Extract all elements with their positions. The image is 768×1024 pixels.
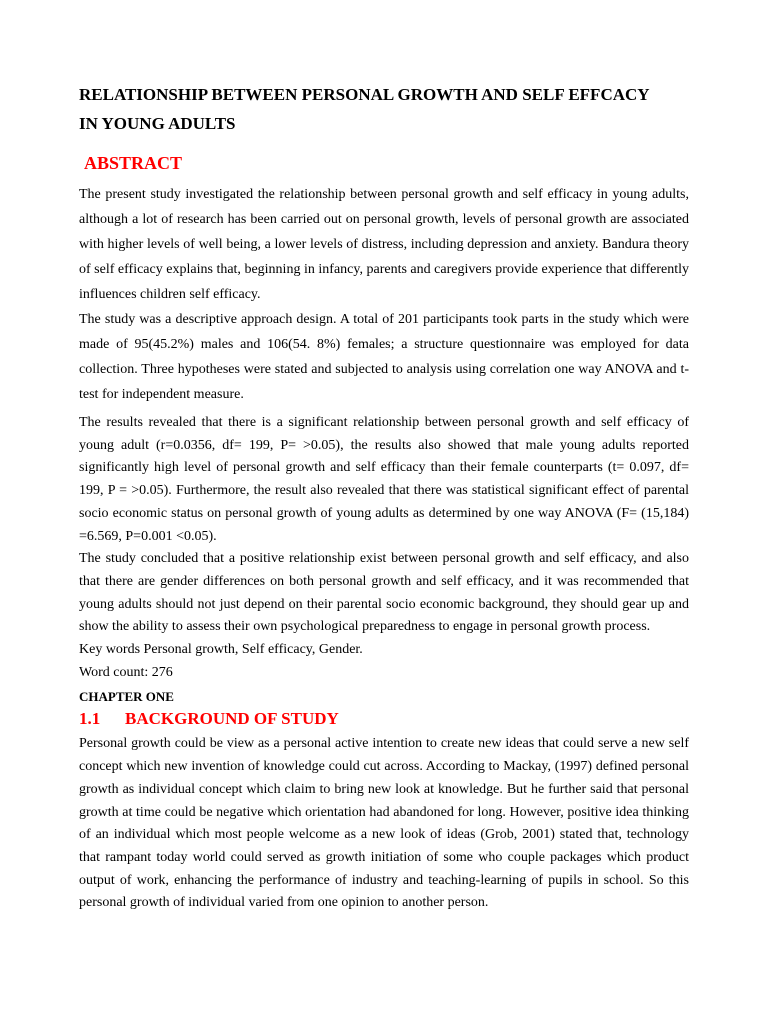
abstract-heading: ABSTRACT: [84, 153, 183, 173]
keywords-line: Key words Personal growth, Self efficacy, Gender.: [79, 642, 363, 658]
abstract-paragraph-3: The results revealed that there is a significant relationship between personal growth and self efficacy of young adult (r=0.0356, df= 199, P= >0.05), the results also showed that male young adults reported significantly high level of personal growth and self efficacy than their female counterparts (t= 0.097, df= 199, P = >0.05). Furthermore, the result also revealed that there was statistical significant effect of parental socio economic status on personal growth of young adults as determined by one way ANOVA (F= (15,184) =6.569, P=0.001 <0.05).: [79, 415, 689, 544]
abstract-paragraph-4: The study concluded that a positive relationship exist between personal growth and self efficacy, and also that there are gender differences on both personal growth and self efficacy, and it was recommended that young adults should not just depend on their parental socio economic background, they should gear up and show the ability to assess their own psychological preparedness to engage in personal growth process.: [79, 551, 689, 635]
section-title: BACKGROUND OF STUDY: [125, 709, 339, 729]
chapter-label: CHAPTER ONE: [79, 689, 174, 705]
document-title-line-1: RELATIONSHIP BETWEEN PERSONAL GROWTH AND SELF EFFCACY: [79, 85, 650, 104]
section-heading: [79, 708, 689, 730]
document-content: [79, 80, 689, 915]
abstract-paragraph-1: The present study investigated the relationship between personal growth and self efficacy in young adults, although a lot of research has been carried out on personal growth, levels of personal growth are associated with higher levels of well being, a lower levels of distress, including depression and anxiety. Bandura theory of self efficacy explains that, beginning in infancy, parents and caregivers provide experience that differently influences children self efficacy.: [79, 187, 689, 302]
document-title-line-2: IN YOUNG ADULTS: [79, 114, 236, 133]
word-count-line: Word count: 276: [79, 664, 173, 680]
background-paragraph: Personal growth could be view as a personal active intention to create new ideas that could serve a new self concept which new invention of knowledge could cut across. According to Mackay, (1997) defined personal growth as individual concept which claim to bring new look at knowledge. But he further said that personal growth at time could be negative which orientation had abandoned for long. However, positive idea thinking of an individual which most people welcome as a new look of ideas (Grob, 2001) stated that, technology that rampant today world could served as growth initiation of some who couple packages which product output of work, enhancing the performance of industry and teaching-learning of pupils in school. So this personal growth of individual varied from one opinion to another person.: [79, 736, 689, 911]
section-number: 1.1: [79, 709, 101, 729]
abstract-paragraph-2: The study was a descriptive approach design. A total of 201 participants took parts in the study which were made of 95(45.2%) males and 106(54. 8%) females; a structure questionnaire was employed for data collection. Three hypotheses were stated and subjected to analysis using correlation one way ANOVA and t- test for independent measure.: [79, 312, 689, 402]
